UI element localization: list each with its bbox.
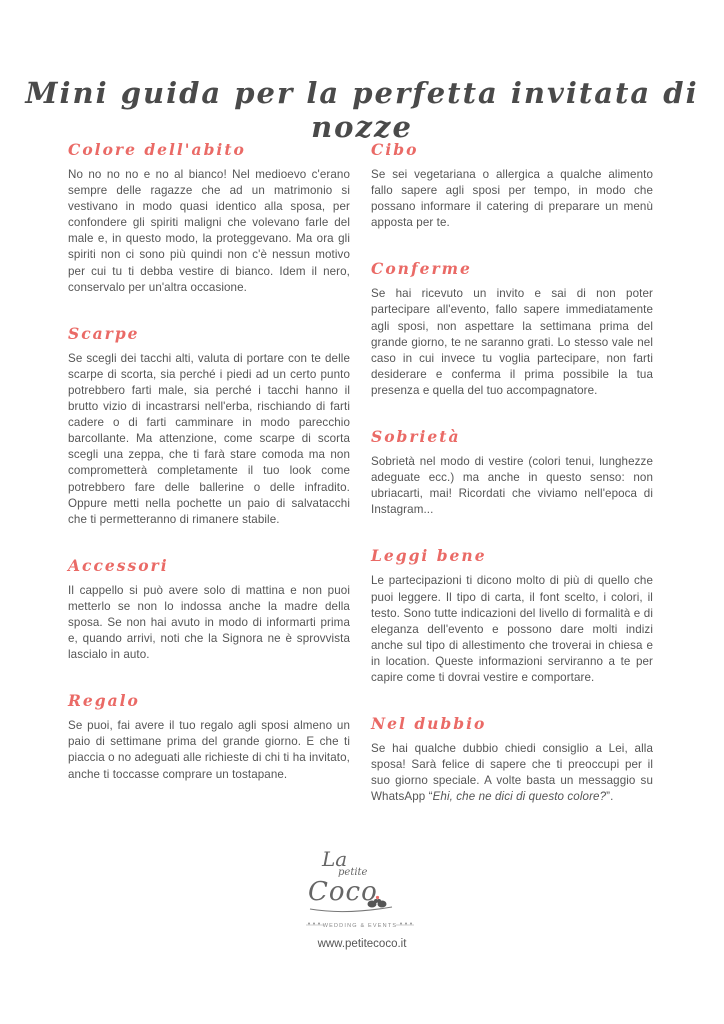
page-title: Mini guida per la perfetta invitata di nozze [25,76,699,144]
section-heading: Sobrietà [371,427,461,447]
logo-coco: Coco [308,877,378,907]
logo-la: La [322,847,348,871]
section-text: Sobrietà nel modo di vestire (colori tenui, lunghezze adeguate ecc.) ma anche in questo senso: non ubriacarti, mai! Ricordati che viviamo nell'epoca di Instagram... [371,455,653,517]
section-conferme [371,259,653,399]
section-accessori [68,556,350,663]
logo-tagline: WEDDING & EVENTS [322,923,398,929]
section-regalo [68,691,350,782]
brand-logo [300,843,420,935]
section-heading: Regalo [68,691,140,711]
section-text [371,741,653,805]
section-text: Se puoi, fai avere il tuo regalo agli sposi almeno un paio di settimane prima del grande giorno. E che ti piaccia o no adeguati alle richieste di chi ti ha invitato, anche ti toccasse comprare un tostapane. [68,719,350,781]
section-sobrieta [371,427,653,518]
whatsapp-quote: Ehi, che ne dici di questo colore? [432,790,607,804]
section-colore [68,140,350,296]
section-text: Il cappello si può avere solo di mattina e non puoi metterlo se non lo indossa anche la madre della sposa. Se non hai avuto in modo di informarti prima e, quando arrivi, noti che la Signora ne è sprovvista lascialo in auto. [68,583,350,662]
section-scarpe [68,324,350,528]
section-nel-dubbio [371,714,653,805]
section-leggi-bene [371,546,653,686]
section-heading: Colore dell'abito [68,140,246,159]
section-text: No no no no e no al bianco! Nel medioevo c'erano sempre delle ragazze che ad un matrimonio si vestivano in modo quasi identico alla sposa, per confondere gli spiriti maligni che volevano farle del male e, in questo modo, la proteggevano. Ma ora gli spiriti non ci sono più quindi non c'è nessun motivo per cui tu ti debba vestire di bianco. Idem il nero, conservalo per un'altra occasione. [68,168,350,294]
section-text: Le partecipazioni ti dicono molto di più di quello che puoi leggere. Il tipo di carta, il font scelto, i colori, il testo. Sono tutte indicazioni del livello di formalità e di eleganza dell'evento e possono dare molti indizi anche sul tipo di allestimento che troverai in chiesa e in location. Queste informazioni serviranno a te per capire come ti dovrai vestire e comportare. [371,574,653,684]
section-heading: Scarpe [68,323,140,343]
section-heading: Cibo [371,140,419,159]
section-text: Se hai ricevuto un invito e sai di non poter partecipare all'evento, fallo sapere immediatamente agli sposi, non aspettare la settimana prima del grande giorno, te ne saranno grati. Lo stesso vale nel caso in cui invece tu voglia partecipare, non farti desiderare e conferma il prima possibile la tua presenza e quella del tuo accompagnatore. [371,287,653,397]
section-text-main: Se hai qualche dubbio chiedi consiglio a Lei, alla sposa! Sarà felice di sapere che ti preoccupi per il suo giorno speciale. A volte basta un messaggio su WhatsApp “ [371,742,653,804]
right-column [371,140,653,833]
website-url[interactable]: www.petitecoco.it [317,938,407,950]
section-text: Se scegli dei tacchi alti, valuta di portare con te delle scarpe di scorta, sia perché i piedi ad un certo punto potrebbero farti male, sia perché i tacchi hanno il brutto vizio di incastrarsi nell'erba, rischiando di farti cadere o di farti camminare in modo parecchio barcollante. Ma attenzione, come scarpe di scorta scegli una zeppa, che ti farà stare comoda ma non comprometterà completamente il tuo look come potrebbero fare delle ballerine o delle infradito. Oppure metti nella pochette un paio di salvatacchi che ti permetteranno di rimanere stabile. [68,351,350,526]
section-heading: Accessori [68,555,169,575]
section-heading: Leggi bene [371,546,487,566]
section-heading: Conferme [371,259,472,279]
section-text-end: ”. [606,790,614,804]
logo-petite: petite [338,867,368,878]
section-cibo [371,140,653,231]
section-heading: Nel dubbio [371,714,487,734]
section-text: Se sei vegetariana o allergica a qualche alimento fallo sapere agli sposi per tempo, in modo che possano informare il catering di preparare un menù apposta per te. [371,168,653,230]
left-column [68,140,350,811]
